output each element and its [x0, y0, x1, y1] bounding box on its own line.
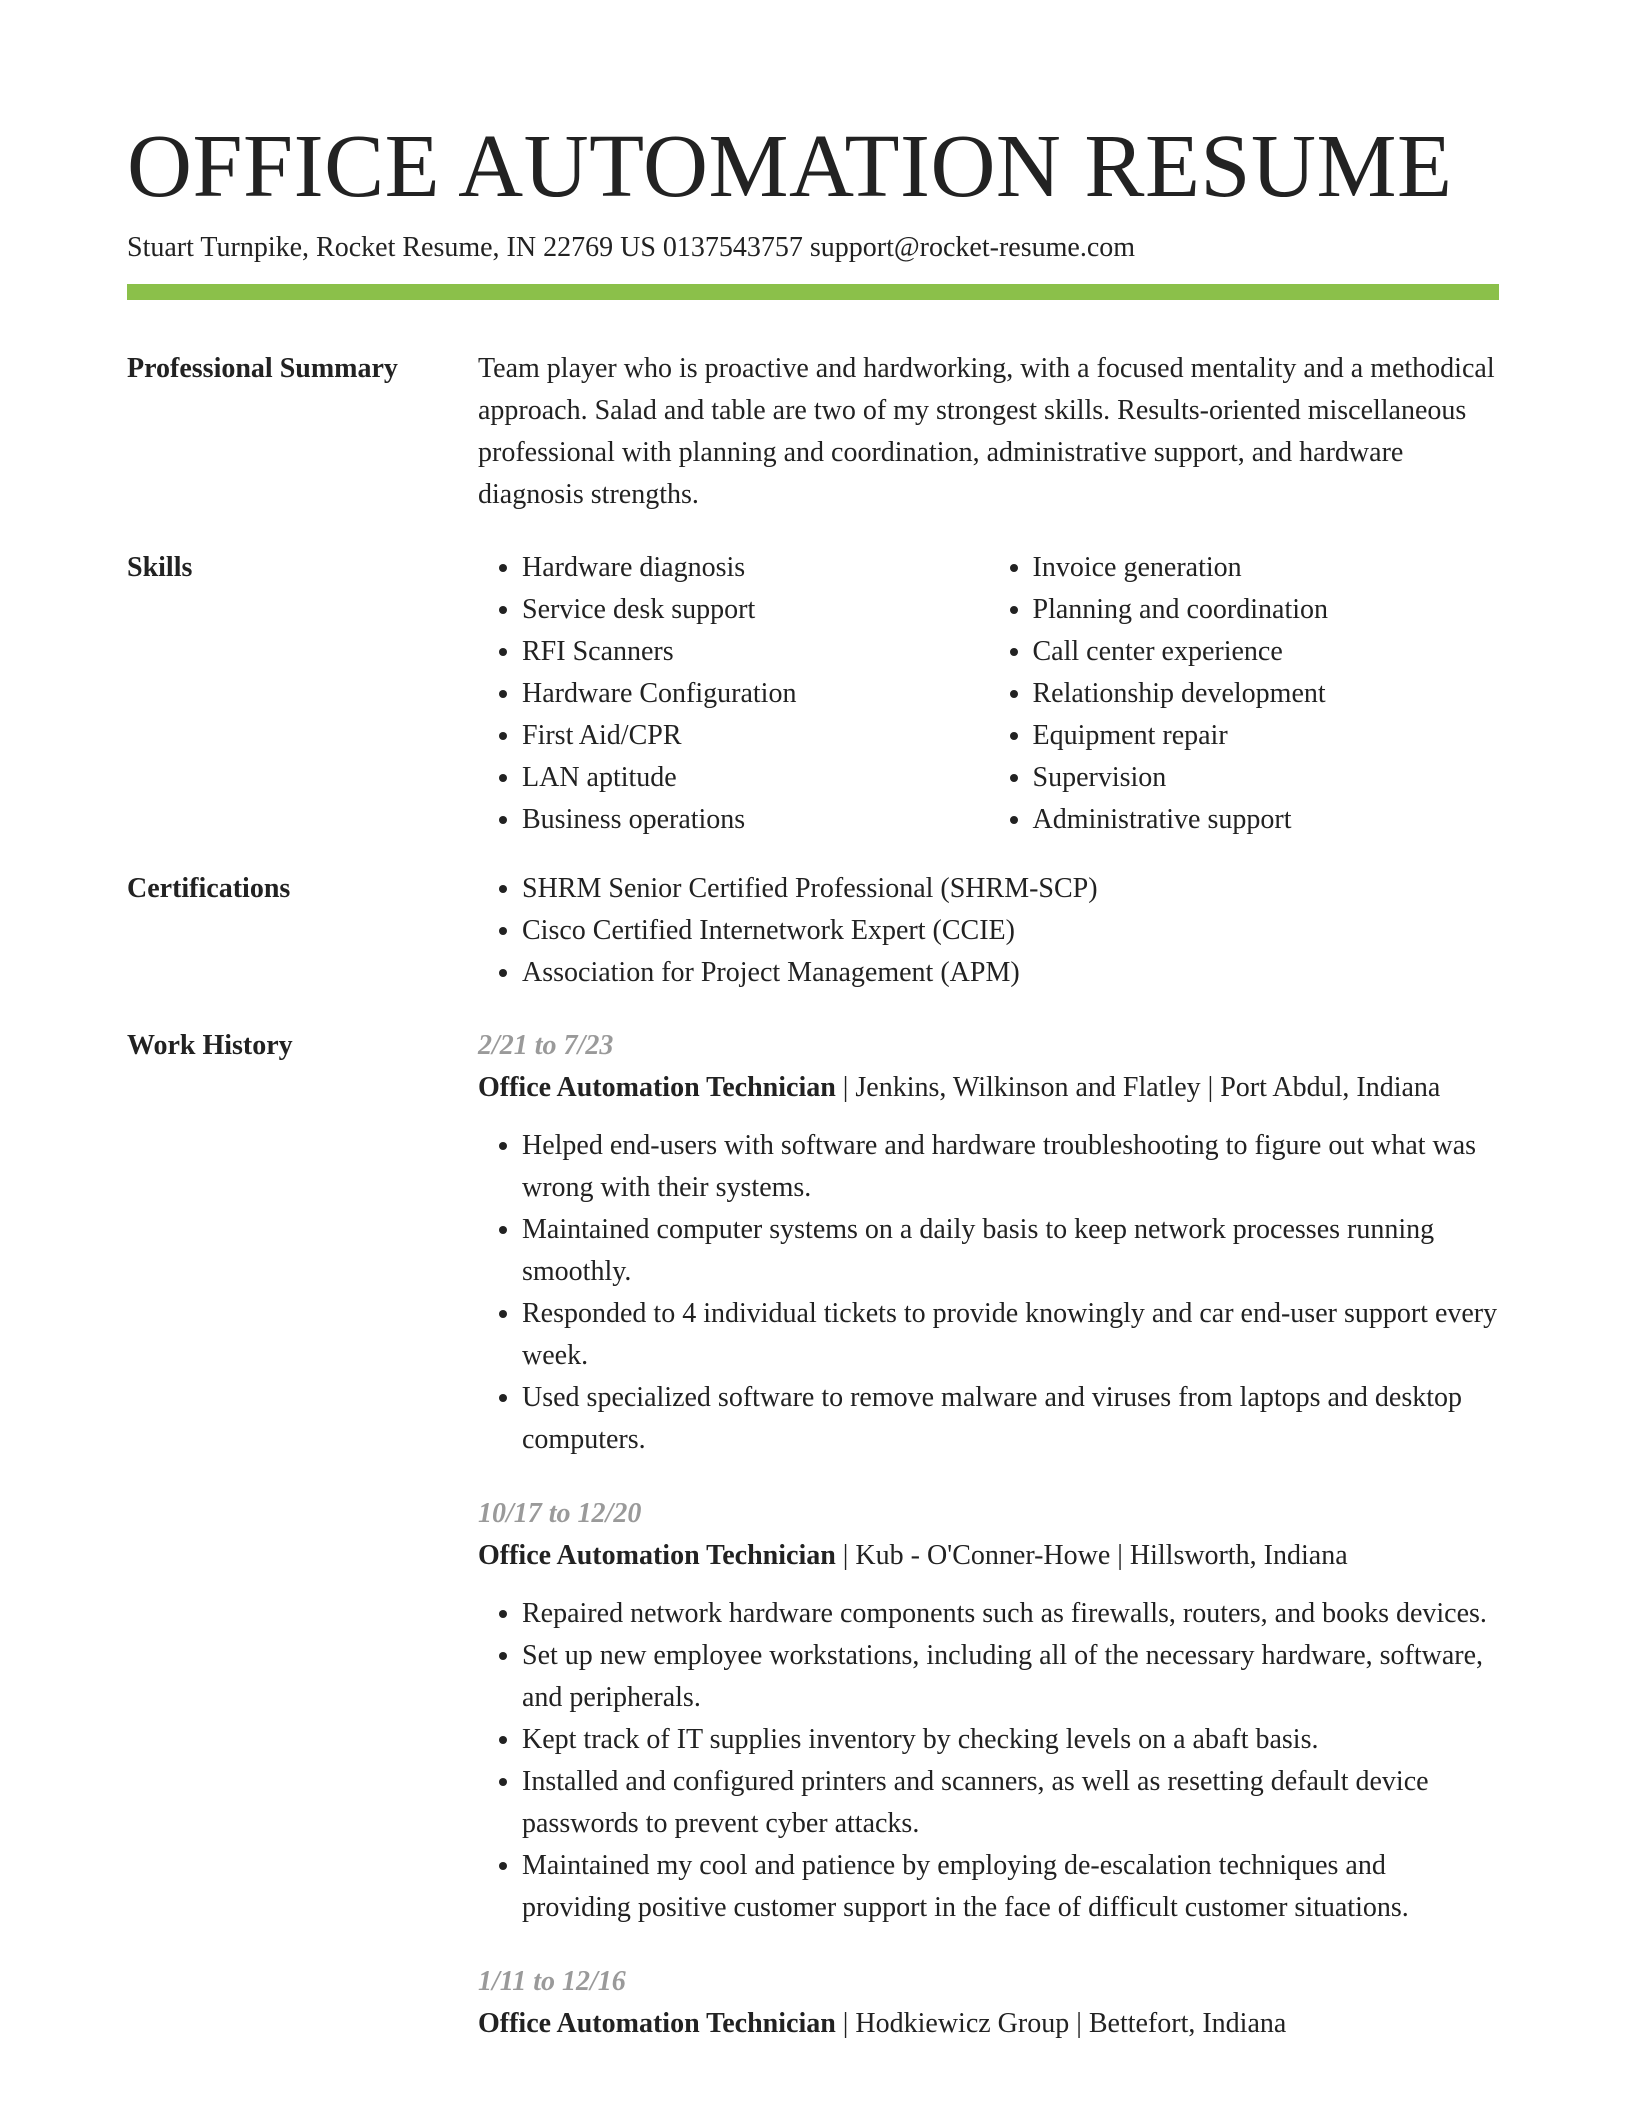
skill-item: • Call center experience [1033, 631, 1500, 673]
contact-name: Stuart Turnpike, [127, 232, 310, 263]
contact-location: Rocket Resume, IN 22769 US [316, 232, 656, 263]
job-bullet: • Set up new employee workstations, including all of the necessary hardware, software, and peripherals. [522, 1635, 1499, 1719]
job-bullet: • Responded to 4 individual tickets to provide knowingly and car end-user support every week. [522, 1293, 1499, 1377]
skill-item: • Invoice generation [1033, 547, 1500, 589]
job-bullet: • Installed and configured printers and scanners, as well as resetting default device passwords to prevent cyber attacks. [522, 1761, 1499, 1845]
job-entry [478, 1961, 1499, 2045]
job-bullet: • Maintained computer systems on a daily basis to keep network processes running smoothly. [522, 1209, 1499, 1293]
job-bullets [478, 1593, 1499, 1929]
job-bullet: • Used specialized software to remove malware and viruses from laptops and desktop computers. [522, 1377, 1499, 1461]
summary-text: Team player who is proactive and hardworking, with a focused mentality and a methodical approach. Salad and table are two of my strongest skills. Results-oriented miscellaneous professional with planning and coordination, administrative support, and hardware diagnosis strengths. [478, 353, 1495, 510]
job-title: Office Automation Technician [478, 2008, 836, 2039]
job-dates: 2/21 to 7/23 [478, 1030, 614, 1061]
job-bullets [478, 1125, 1499, 1461]
job-bullet: • Maintained my cool and patience by employing de-escalation techniques and providing positive customer support in the face of difficult customer situations. [522, 1845, 1499, 1929]
skill-item: • Service desk support [522, 589, 989, 631]
job-details: | Hodkiewicz Group | Bettefort, Indiana [835, 2008, 1287, 2039]
job-title: Office Automation Technician [478, 1072, 836, 1103]
skills-columns [478, 547, 1499, 841]
job-bullet: • Kept track of IT supplies inventory by checking levels on a abaft basis. [522, 1719, 1499, 1761]
job-title: Office Automation Technician [478, 1540, 836, 1571]
certifications-list [478, 868, 1499, 994]
skill-item: • LAN aptitude [522, 757, 989, 799]
job-details: | Kub - O'Conner-Howe | Hillsworth, Indiana [835, 1540, 1348, 1571]
contact-phone: 0137543757 [662, 232, 803, 263]
work-history-body [478, 1025, 1499, 2077]
summary-body [478, 348, 1499, 516]
certification-item: • Cisco Certified Internetwork Expert (CCIE) [522, 910, 1499, 952]
certification-item: • Association for Project Management (APM) [522, 952, 1499, 994]
skill-item: • Relationship development [1033, 673, 1500, 715]
job-bullet: • Helped end-users with software and hardware troubleshooting to figure out what was wrong with their systems. [522, 1125, 1499, 1209]
job-heading [478, 2003, 1499, 2045]
skill-item: • Administrative support [1033, 799, 1500, 841]
skill-item: • Hardware Configuration [522, 673, 989, 715]
job-heading [478, 1067, 1499, 1109]
contact-email: support@rocket-resume.com [809, 232, 1136, 263]
job-entry [478, 1493, 1499, 1929]
skill-item: • Planning and coordination [1033, 589, 1500, 631]
skill-item: • RFI Scanners [522, 631, 989, 673]
job-bullet: • Repaired network hardware components such as firewalls, routers, and books devices. [522, 1593, 1499, 1635]
skill-item: • Hardware diagnosis [522, 547, 989, 589]
skill-item: • Equipment repair [1033, 715, 1500, 757]
certification-item: • SHRM Senior Certified Professional (SHRM-SCP) [522, 868, 1499, 910]
certifications-label: Certifications [127, 873, 291, 904]
header-divider [127, 284, 1499, 300]
skills-label: Skills [127, 552, 193, 583]
skill-item: • Business operations [522, 799, 989, 841]
skills-body [478, 547, 1499, 841]
job-details: | Jenkins, Wilkinson and Flatley | Port Abdul, Indiana [835, 1072, 1441, 1103]
job-dates: 1/11 to 12/16 [478, 1966, 626, 1997]
skill-item: • Supervision [1033, 757, 1500, 799]
certifications-body [478, 868, 1499, 994]
contact-line [127, 232, 1135, 264]
job-heading [478, 1535, 1499, 1577]
work-history-label: Work History [127, 1030, 293, 1061]
job-dates: 10/17 to 12/20 [478, 1498, 642, 1529]
job-entry [478, 1025, 1499, 1461]
skills-list-left [478, 547, 989, 841]
skills-list-right [989, 547, 1500, 841]
skill-item: • First Aid/CPR [522, 715, 989, 757]
summary-label: Professional Summary [127, 353, 398, 384]
resume-title: OFFICE AUTOMATION RESUME [127, 117, 1453, 216]
